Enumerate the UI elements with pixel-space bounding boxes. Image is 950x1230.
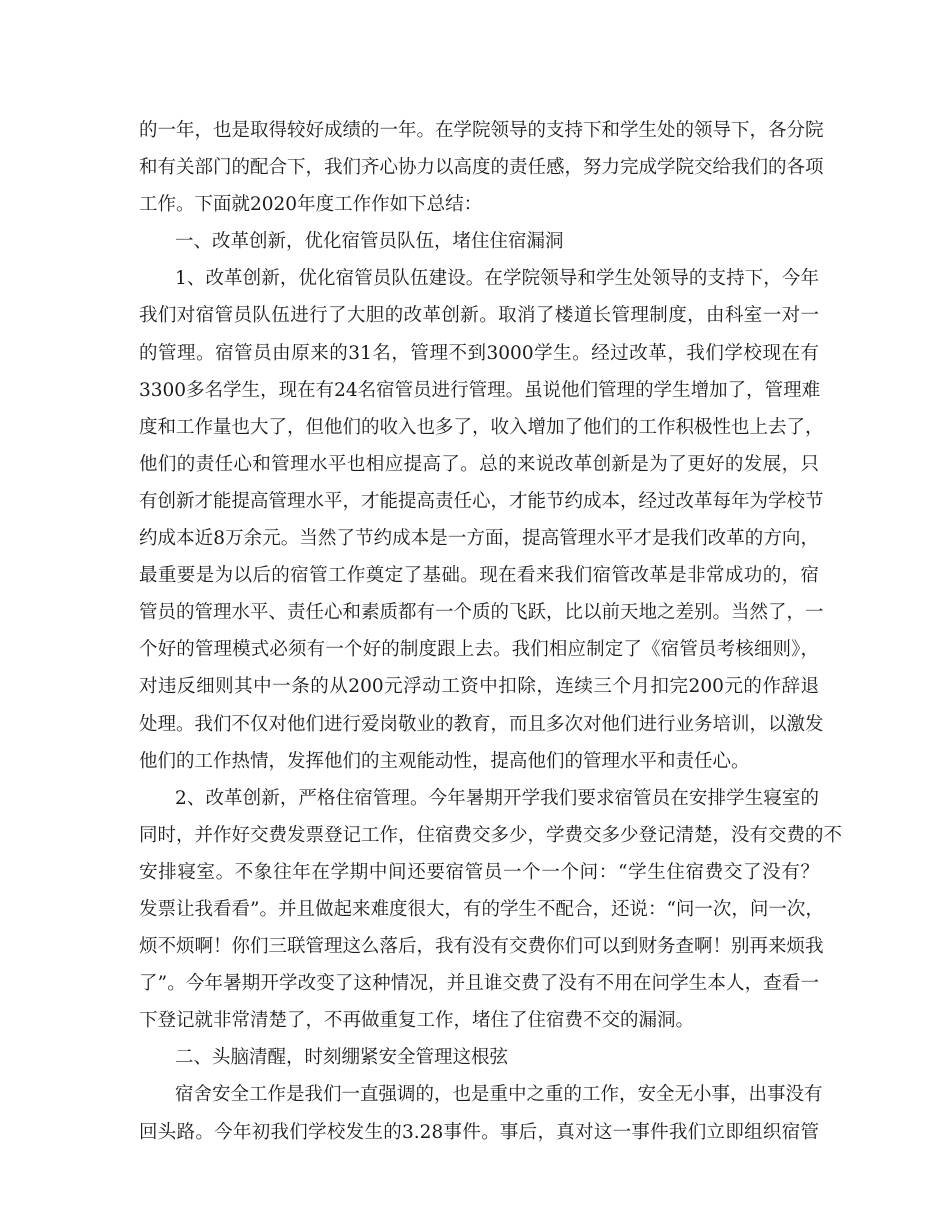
text-line: 他们的责任心和管理水平也相应提高了。总的来说改革创新是为了更好的发展，只 bbox=[139, 453, 819, 475]
text-line: 和有关部门的配合下，我们齐心协力以高度的责任感，努力完成学院交给我们的各项 bbox=[139, 157, 824, 179]
text-line: 的管理。宿管员由原来的31名，管理不到3000学生。经过改革，我们学校现在有 bbox=[139, 342, 819, 364]
text-line: 度和工作量也大了，但他们的收入也多了，收入增加了他们的工作积极性也上去了， bbox=[139, 416, 824, 438]
text-line: 最重要是为以后的宿管工作奠定了基础。现在看来我们宿管改革是非常成功的，宿 bbox=[139, 565, 819, 587]
text-line: 对违反细则其中一条的从200元浮动工资中扣除，连续三个月扣完200元的作辞退 bbox=[139, 676, 819, 698]
text-line: 约成本近8万余元。当然了节约成本是一方面，提高管理水平才是我们改革的方向， bbox=[139, 528, 819, 550]
text-line: 我们对宿管员队伍进行了大胆的改革创新。取消了楼道长管理制度，由科室一对一 bbox=[139, 305, 819, 327]
text-line: 有创新才能提高管理水平，才能提高责任心，才能节约成本，经过改革每年为学校节 bbox=[139, 490, 824, 512]
text-line: 发票让我看看”。并且做起来难度很大，有的学生不配合，还说：“问一次，问一次， bbox=[139, 898, 824, 920]
text-line: 1、改革创新，优化宿管员队伍建设。在学院领导和学生处领导的支持下，今年 bbox=[175, 268, 819, 290]
text-line: 下登记就非常清楚了，不再做重复工作，堵住了住宿费不交的漏洞。 bbox=[139, 1010, 695, 1032]
text-line: 宿舍安全工作是我们一直强调的，也是重中之重的工作，安全无小事，出事没有 bbox=[175, 1084, 823, 1106]
text-line: 回头路。今年初我们学校发生的3.28事件。事后，真对这一事件我们立即组织宿管 bbox=[139, 1121, 819, 1143]
text-line: 安排寝室。不象往年在学期中间还要宿管员一个一个问：“学生住宿费交了没有？ bbox=[139, 861, 819, 883]
text-line: 管员的管理水平、责任心和素质都有一个质的飞跃，比以前天地之差别。当然了，一 bbox=[139, 602, 824, 624]
section-heading: 二、头脑清醒，时刻绷紧安全管理这根弦 bbox=[175, 1047, 509, 1069]
text-line: 工作。下面就2020年度工作作如下总结： bbox=[139, 194, 483, 216]
text-line: 的一年，也是取得较好成绩的一年。在学院领导的支持下和学生处的领导下，各分院 bbox=[139, 120, 824, 141]
text-line: 他们的工作热情，发挥他们的主观能动性，提高他们的管理水平和责任心。 bbox=[139, 750, 750, 772]
text-line: 了”。今年暑期开学改变了这种情况，并且谁交费了没有不用在问学生本人，查看一 bbox=[139, 973, 819, 995]
document-body bbox=[139, 112, 843, 1151]
text-line: 处理。我们不仅对他们进行爱岗敬业的教育，而且多次对他们进行业务培训，以激发 bbox=[139, 713, 824, 735]
text-line: 个好的管理模式必须有一个好的制度跟上去。我们相应制定了《宿管员考核细则》， bbox=[139, 639, 819, 661]
text-line: 3300多名学生，现在有24名宿管员进行管理。虽说他们管理的学生增加了，管理难 bbox=[139, 379, 821, 401]
text-line: 2、改革创新，严格住宿管理。今年暑期开学我们要求宿管员在安排学生寝室的 bbox=[175, 787, 819, 809]
section-heading: 一、改革创新，优化宿管员队伍，堵住住宿漏洞 bbox=[175, 231, 564, 253]
text-line: 烦不烦啊！你们三联管理这么落后，我有没有交费你们可以到财务查啊！别再来烦我 bbox=[139, 936, 824, 958]
text-line: 同时，并作好交费发票登记工作，住宿费交多少，学费交多少登记清楚，没有交费的不 bbox=[139, 824, 843, 846]
